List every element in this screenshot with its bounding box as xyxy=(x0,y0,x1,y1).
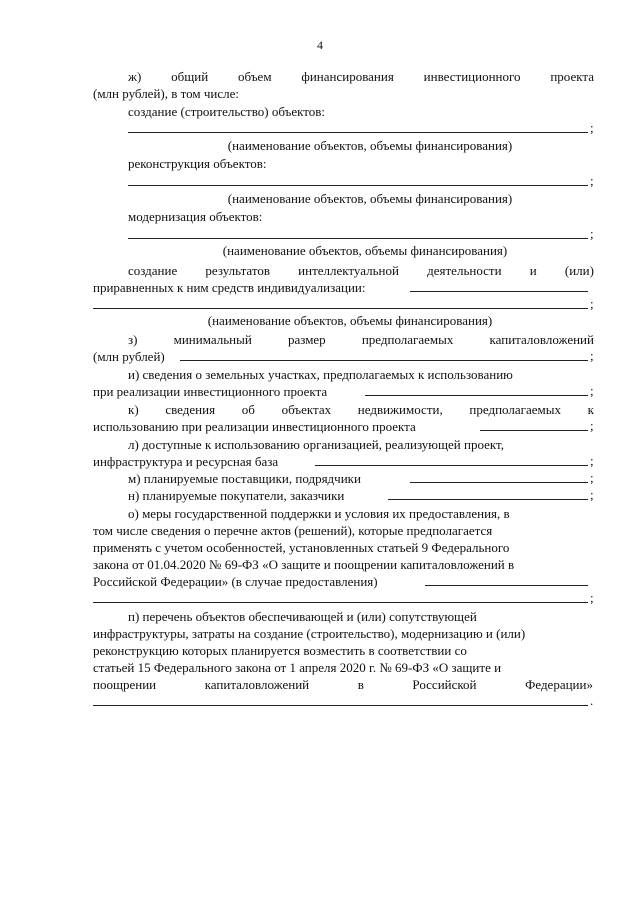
item-p-line4: статьей 15 Федерального закона от 1 апреля 2020 г. № 69-ФЗ «О защите и xyxy=(93,660,502,675)
semicolon: ; xyxy=(590,470,594,485)
semicolon: ; xyxy=(590,348,594,363)
infrastructure-costs-field[interactable] xyxy=(93,693,588,706)
semicolon: ; xyxy=(590,296,594,311)
real-estate-field[interactable] xyxy=(480,418,588,431)
reconstruction-note: (наименование объектов, объемы финансирования) xyxy=(227,191,513,206)
land-plots-field[interactable] xyxy=(365,383,588,396)
item-p-line1: п) перечень объектов обеспечивающей и (или) сопутствующей xyxy=(128,609,477,624)
buyers-field[interactable] xyxy=(388,487,588,500)
intellectual-note: (наименование объектов, объемы финансирования) xyxy=(207,313,493,328)
period: . xyxy=(590,693,594,708)
construction-field[interactable] xyxy=(128,120,588,133)
intellectual-line1: создание результатов интеллектуальной деятельности и (или) xyxy=(128,263,594,278)
item-m-line1: м) планируемые поставщики, подрядчики xyxy=(128,471,361,486)
semicolon: ; xyxy=(590,173,594,188)
intellectual-field-1[interactable] xyxy=(410,279,588,292)
item-i-line1: и) сведения о земельных участках, предполагаемых к использованию xyxy=(128,367,513,382)
reconstruction-label: реконструкция объектов: xyxy=(128,156,267,171)
item-zh-line1: ж) общий объем финансирования инвестиционного проекта xyxy=(128,69,594,84)
semicolon: ; xyxy=(590,226,594,241)
item-l-line1: л) доступные к использованию организацией, реализующей проект, xyxy=(128,437,504,452)
suppliers-field[interactable] xyxy=(410,470,588,483)
support-field-1[interactable] xyxy=(425,573,588,586)
intellectual-line2: приравненных к ним средств индивидуализации: xyxy=(93,280,366,295)
support-field-2[interactable] xyxy=(93,590,588,603)
item-zh-line2: (млн рублей), в том числе: xyxy=(93,86,240,101)
item-k-line2: использованию при реализации инвестиционного проекта xyxy=(93,419,416,434)
item-o-line2: том числе сведения о перечне актов (решений), которые предполагается xyxy=(93,523,493,538)
semicolon: ; xyxy=(590,590,594,605)
construction-note: (наименование объектов, объемы финансирования) xyxy=(227,138,513,153)
item-k-line1: к) сведения об объектах недвижимости, предполагаемых к xyxy=(128,402,594,417)
modernization-label: модернизация объектов: xyxy=(128,209,263,224)
semicolon: ; xyxy=(590,383,594,398)
reconstruction-field[interactable] xyxy=(128,173,588,186)
item-z-line1: з) минимальный размер предполагаемых капиталовложений xyxy=(128,332,594,347)
page-number: 4 xyxy=(317,38,323,52)
modernization-note: (наименование объектов, объемы финансирования) xyxy=(222,243,508,258)
item-p-line5: поощрении капиталовложений в Российской Федерации» xyxy=(93,677,593,692)
item-l-line2: инфраструктура и ресурсная база xyxy=(93,454,279,469)
item-z-line2: (млн рублей) xyxy=(93,349,165,364)
item-p-line2: инфраструктуры, затраты на создание (строительство), модернизацию и (или) xyxy=(93,626,526,641)
item-o-line5: Российской Федерации» (в случае предоставления) xyxy=(93,574,378,589)
construction-label: создание (строительство) объектов: xyxy=(128,104,326,119)
modernization-field[interactable] xyxy=(128,226,588,239)
item-o-line4: закона от 01.04.2020 № 69-ФЗ «О защите и поощрении капиталовложений в xyxy=(93,557,515,572)
semicolon: ; xyxy=(590,487,594,502)
item-n-line1: н) планируемые покупатели, заказчики xyxy=(128,488,345,503)
semicolon: ; xyxy=(590,418,594,433)
item-o-line3: применять с учетом особенностей, установленных статьей 9 Федерального xyxy=(93,540,510,555)
min-investment-field[interactable] xyxy=(180,348,588,361)
item-o-line1: о) меры государственной поддержки и условия их предоставления, в xyxy=(128,506,510,521)
item-i-line2: при реализации инвестиционного проекта xyxy=(93,384,328,399)
semicolon: ; xyxy=(590,453,594,468)
item-p-line3: реконструкцию которых планируется возместить в соответствии со xyxy=(93,643,467,658)
infrastructure-field[interactable] xyxy=(315,453,588,466)
intellectual-field-2[interactable] xyxy=(93,296,588,309)
semicolon: ; xyxy=(590,120,594,135)
